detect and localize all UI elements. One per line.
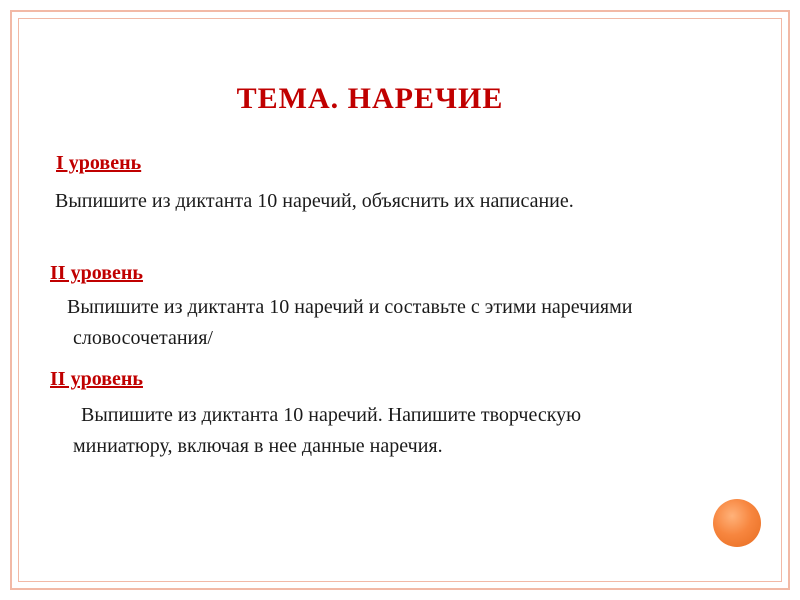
frame-bottom-inner [18,581,782,582]
level-2-label: II уровень [50,262,143,284]
frame-bottom-outer [10,588,790,590]
level-2-task: Выпишите из диктанта 10 наречий и составьте с этими наречиями словосочетания/ [67,296,633,349]
level-3-task: Выпишите из диктанта 10 наречий. Напишите творческую миниатюру, включая в нее данные наречия. [73,404,582,457]
frame-right-inner [781,18,782,582]
frame-top-inner [18,18,782,19]
accent-dot-icon [713,499,761,547]
slide-title: ТЕМА. НАРЕЧИЕ [236,82,504,115]
level-1-label: I уровень [56,152,142,174]
level-3-label: II уровень [50,368,143,390]
frame-right-outer [788,10,790,590]
frame-top-outer [10,10,790,12]
level-1-task: Выпишите из диктанта 10 наречий, объяснить их написание. [55,190,574,212]
